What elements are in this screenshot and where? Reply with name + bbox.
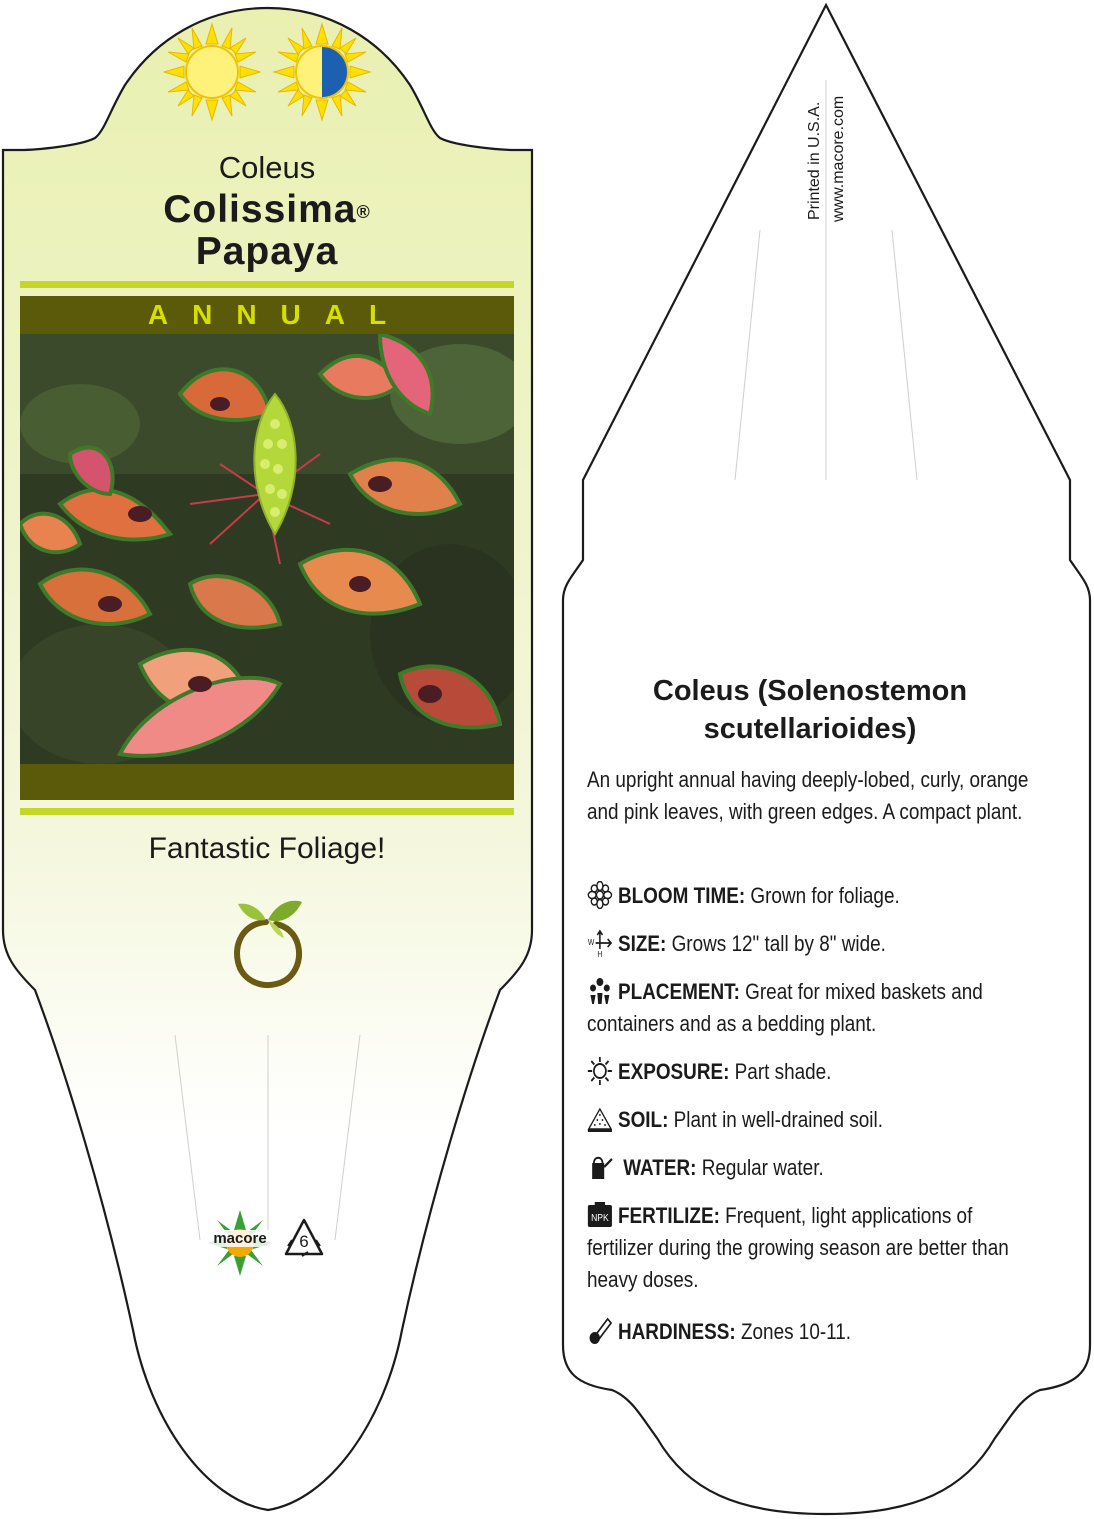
svg-text:NPK: NPK (591, 1212, 609, 1224)
website: www.macore.com (830, 95, 847, 222)
attribute-fertilize: NPK FERTILIZE: Frequent, light applications of fertilizer during the growing season are better than heavy doses. (587, 1203, 1009, 1292)
tagline: Fantastic Foliage! (148, 832, 386, 865)
attribute-bloom-time: BLOOM TIME: Grown for foliage. (587, 880, 1034, 912)
printed-country: Printed in U.S.A. (806, 101, 823, 220)
attribute-exposure: EXPOSURE: Part shade. (587, 1056, 1034, 1088)
photo-bottom-bar (20, 764, 514, 800)
flower-icon (587, 881, 613, 909)
thermometer-icon (587, 1317, 613, 1345)
full-sun-icon (162, 22, 262, 122)
attribute-hardiness: HARDINESS: Zones 10-11. (587, 1316, 1034, 1348)
common-name: Coleus (218, 150, 316, 185)
macore-brand-text: macore (203, 1230, 277, 1247)
size-arrows-icon (587, 929, 613, 957)
watering-can-icon (587, 1153, 613, 1181)
recycle-number: 6 (299, 1232, 309, 1251)
svg-text:H: H (597, 949, 603, 958)
plant-description: An upright annual having deeply-lobed, curly, orange and pink leaves, with green edges. A compact plant. (587, 767, 1029, 824)
attribute-placement: PLACEMENT: Great for mixed baskets and containers and as a bedding plant. (587, 979, 983, 1036)
soil-icon (587, 1105, 613, 1133)
botanical-title-line2: scutellarioides) (703, 713, 917, 745)
attribute-water: WATER: Regular water. (587, 1152, 1034, 1184)
attribute-soil: SOIL: Plant in well-drained soil. (587, 1104, 1034, 1136)
svg-text:W: W (587, 937, 595, 948)
botanical-title (570, 672, 1050, 748)
sun-outline-icon (587, 1057, 613, 1085)
category-label: ANNUAL (147, 299, 411, 330)
plant-photo (20, 334, 514, 764)
divider-line (20, 808, 514, 815)
sprout-logo-icon (228, 890, 308, 990)
cultivar-name-line1: Colissima® (163, 188, 371, 231)
recycle-code (282, 1216, 326, 1260)
macore-logo (205, 1208, 275, 1278)
attribute-size: W H SIZE: Grows 12" tall by 8" wide. (587, 928, 1034, 960)
divider-line (20, 281, 514, 288)
printed-info (806, 62, 847, 232)
npk-icon (587, 1201, 613, 1229)
cultivar-name-line2: Papaya (195, 230, 339, 273)
part-shade-icon (272, 22, 372, 122)
botanical-title-line1: Coleus (Solenostemon (652, 675, 968, 707)
placement-icon (587, 977, 613, 1005)
